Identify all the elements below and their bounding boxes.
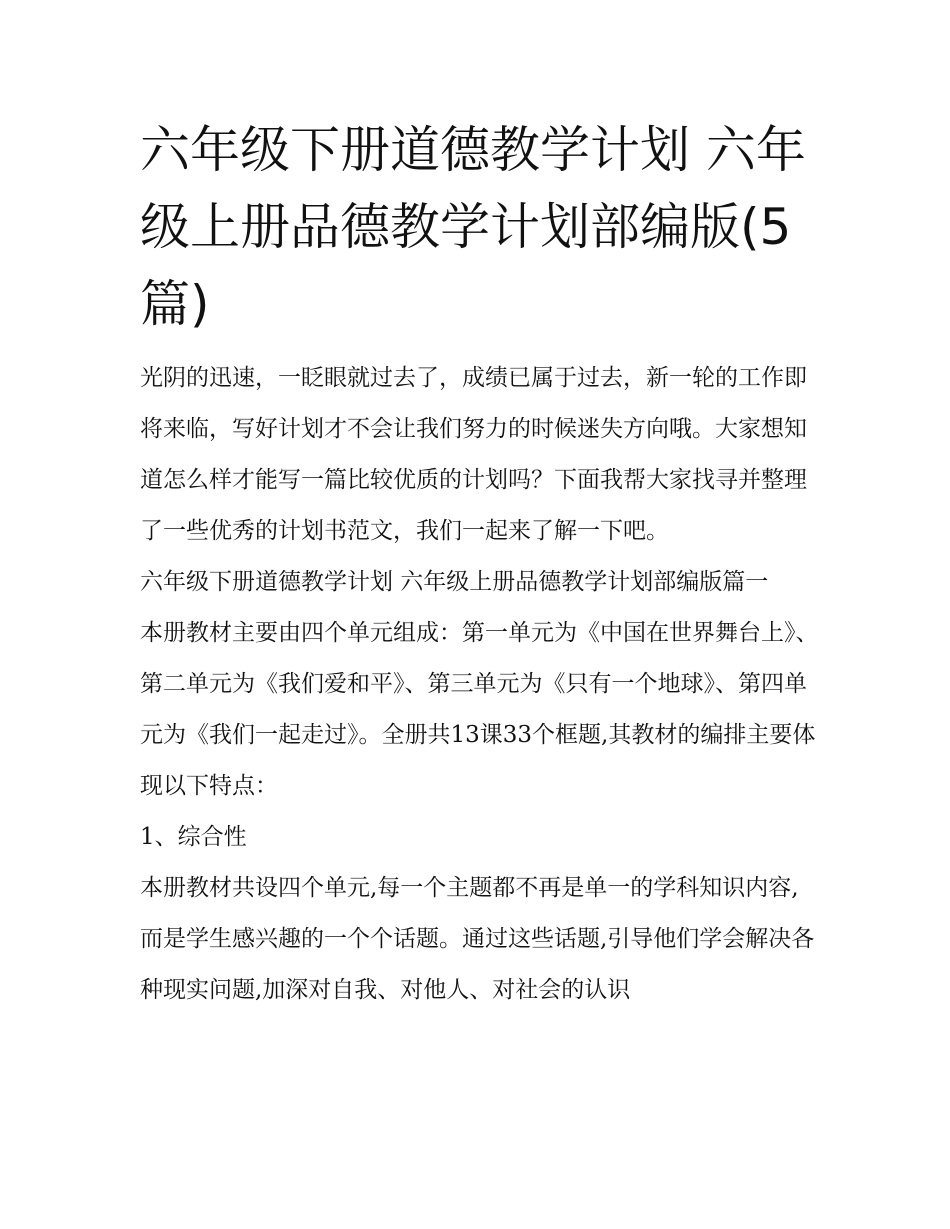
textbook-overview-paragraph: 本册教材主要由四个单元组成：第一单元为《中国在世界舞台上》、第二单元为《我们爱和平》、第三单元为《只有一个地球》、第四单元为《我们一起走过》。全册共13课33个框题,其教材的编排主要体现以下特点： (140, 620, 819, 799)
feature-paragraph: 本册教材共设四个单元,每一个主题都不再是单一的学科知识内容,而是学生感兴趣的一个个话题。通过这些话题,引导他们学会解决各种现实问题,加深对自我、对他人、对社会的认识 (140, 875, 815, 1003)
feature-heading: 1、综合性 (140, 824, 247, 850)
document-content (140, 112, 820, 1016)
section-heading: 六年级下册道德教学计划 六年级上册品德教学计划部编版篇一 (140, 569, 769, 595)
document-body (140, 353, 820, 1016)
document-title: 六年级下册道德教学计划 六年级上册品德教学计划部编版(5篇) (140, 121, 806, 333)
intro-paragraph: 光阴的迅速，一眨眼就过去了，成绩已属于过去，新一轮的工作即将来临，写好计划才不会让我们努力的时候迷失方向哦。大家想知道怎么样才能写一篇比较优质的计划吗？下面我帮大家找寻并整理了一些优秀的计划书范文，我们一起来了解一下吧。 (140, 365, 807, 544)
